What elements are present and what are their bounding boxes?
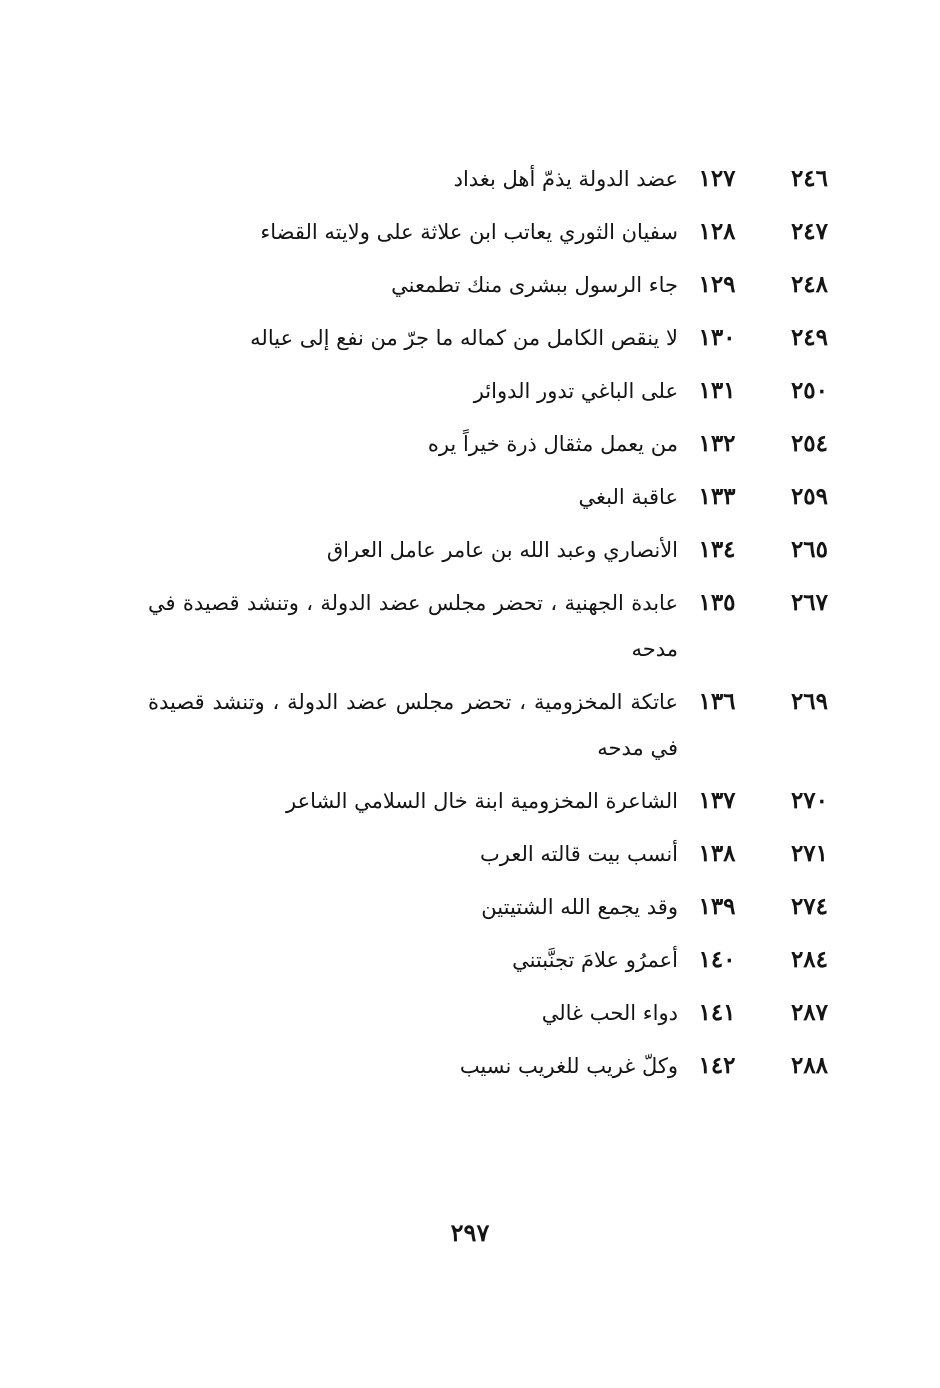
toc-entry-number: ١٢٨ (698, 218, 736, 245)
toc-entry-number: ١٣٧ (698, 787, 736, 814)
toc-entry-number: ١٣٩ (698, 893, 736, 920)
toc-entry-number: ١٣٨ (698, 840, 736, 867)
toc-page-number: ٢٨٨ (790, 1052, 828, 1079)
toc-page-number: ٢٦٥ (790, 536, 828, 563)
page-number: ٢٩٧ (450, 1218, 490, 1247)
toc-entry-number: ١٣٤ (698, 536, 736, 563)
toc-entry (148, 427, 828, 467)
toc-entry (148, 1049, 828, 1089)
toc-entry-number: ١٣١ (698, 377, 736, 404)
toc-entry (148, 784, 828, 824)
toc-entry-number: ١٤٢ (698, 1052, 736, 1079)
toc-entry-number: ١٣٣ (698, 483, 736, 510)
toc-entry-number: ١٣٦ (698, 688, 736, 715)
toc-entry (148, 268, 828, 308)
toc-page-number: ٢٦٩ (790, 688, 828, 715)
toc-entry-title: من يعمل مثقال ذرة خيراً يره (427, 432, 678, 456)
toc-entry (148, 890, 828, 930)
toc-page-number: ٢٨٧ (790, 999, 828, 1026)
toc-entry-number: ١٤١ (698, 999, 736, 1026)
toc-page-number: ٢٤٨ (790, 271, 828, 298)
toc-entry-number: ١٣٠ (698, 324, 736, 351)
toc-page-number: ٢٥٩ (790, 483, 828, 510)
toc-entry-title: سفيان الثوري يعاتب ابن علاثة على ولايته القضاء (260, 220, 678, 244)
table-of-contents (148, 162, 828, 1102)
toc-page-number: ٢٨٤ (790, 946, 828, 973)
toc-page-number: ٢٤٧ (790, 218, 828, 245)
toc-entry (148, 162, 828, 202)
toc-entry-title: وكلّ غريب للغريب نسيب (459, 1054, 678, 1078)
toc-entry-number: ١٣٢ (698, 430, 736, 457)
toc-entry (148, 215, 828, 255)
toc-entry-title: على الباغي تدور الدوائر (473, 379, 678, 403)
toc-page-number: ٢٧١ (790, 840, 828, 867)
toc-entry-title: عابدة الجهنية ، تحضر مجلس عضد الدولة ، وتنشد قصيدة في مدحه (148, 591, 678, 661)
toc-entry-title: الأنصاري وعبد الله بن عامر عامل العراق (326, 538, 678, 562)
toc-entry (148, 374, 828, 414)
toc-entry (148, 321, 828, 361)
toc-page-number: ٢٧٤ (790, 893, 828, 920)
toc-entry-title: دواء الحب غالي (541, 1001, 678, 1025)
toc-page-number: ٢٤٩ (790, 324, 828, 351)
toc-page-number: ٢٧٠ (790, 787, 828, 814)
toc-page-number: ٢٥٤ (790, 430, 828, 457)
toc-entry-title: جاء الرسول ببشرى منك تطمعني (391, 273, 678, 297)
toc-entry-number: ١٤٠ (698, 946, 736, 973)
toc-entry-title: عاتكة المخزومية ، تحضر مجلس عضد الدولة ، وتنشد قصيدة في مدحه (148, 690, 678, 760)
toc-entry-title: الشاعرة المخزومية ابنة خال السلامي الشاعر (285, 789, 678, 813)
toc-entry (148, 685, 828, 771)
toc-entry-title: وقد يجمع الله الشتيتين (481, 895, 678, 919)
toc-page-number: ٢٤٦ (790, 165, 828, 192)
toc-entry (148, 837, 828, 877)
toc-entry-title: عضد الدولة يذمّ أهل بغداد (453, 167, 678, 191)
toc-entry-title: عاقبة البغي (578, 485, 678, 509)
toc-entry-title: أنسب بيت قالته العرب (479, 842, 678, 866)
toc-entry (148, 996, 828, 1036)
toc-entry-title: أعمرُو علامَ تجنَّبتني (512, 948, 678, 972)
toc-entry-number: ١٢٧ (698, 165, 736, 192)
toc-entry-number: ١٣٥ (698, 589, 736, 616)
toc-entry (148, 533, 828, 573)
toc-entry-title: لا ينقص الكامل من كماله ما جرّ من نفع إلى عياله (250, 326, 678, 350)
toc-entry-number: ١٢٩ (698, 271, 736, 298)
toc-page-number: ٢٥٠ (790, 377, 828, 404)
toc-entry (148, 586, 828, 672)
toc-page-number: ٢٦٧ (790, 589, 828, 616)
toc-entry (148, 943, 828, 983)
toc-entry (148, 480, 828, 520)
